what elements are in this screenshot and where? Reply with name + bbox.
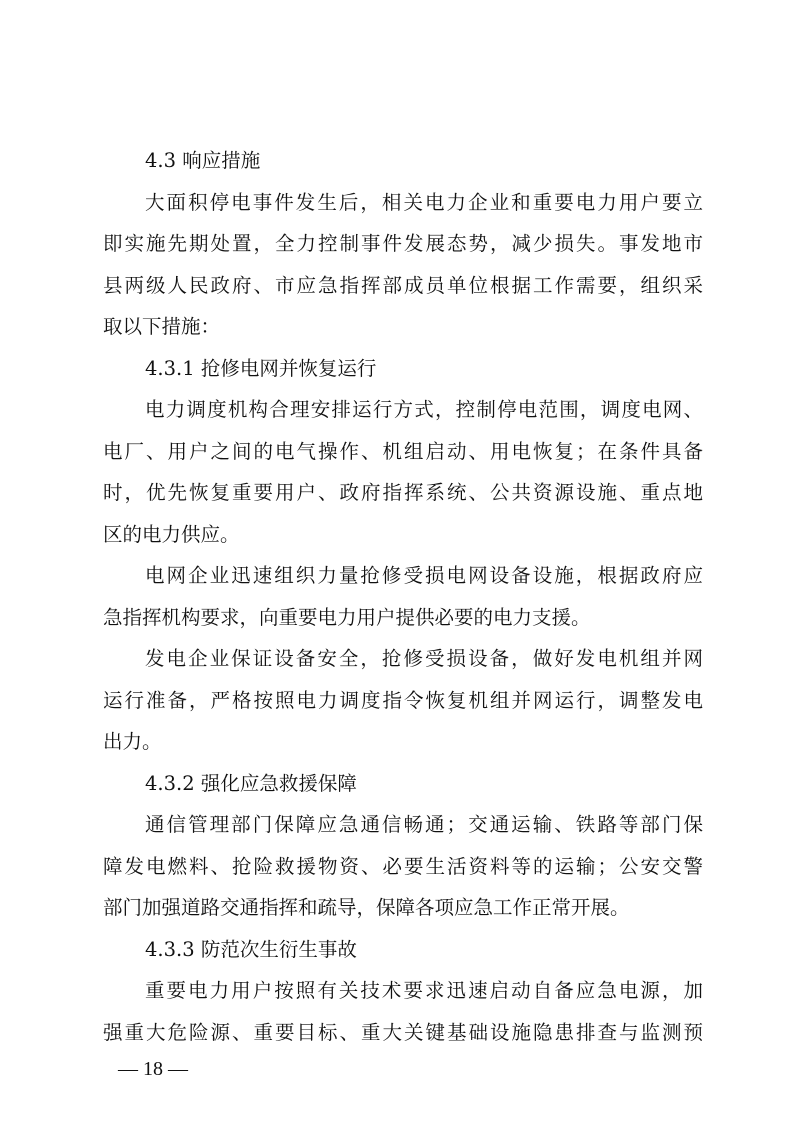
section-heading-4-3-3: 4.3.3 防范次生衍生事故 [145,938,357,961]
paragraph-line: 强重大危险源、重要目标、重大关键基础设施隐患排查与监测预 [103,1021,703,1044]
paragraph-line: 取以下措施： [103,315,221,338]
paragraph-line: 障发电燃料、抢险救援物资、必要生活资料等的运输；公安交警 [103,855,703,878]
paragraph-line: 大面积停电事件发生后，相关电力企业和重要电力用户要立 [145,191,703,214]
paragraph-line: 电网企业迅速组织力量抢修受损电网设备设施，根据政府应 [145,564,703,587]
paragraph-line: 通信管理部门保障应急通信畅通；交通运输、铁路等部门保 [145,813,703,836]
paragraph-line: 时，优先恢复重要用户、政府指挥系统、公共资源设施、重点地 [103,481,703,504]
paragraph-line: 电厂、用户之间的电气操作、机组启动、用电恢复；在条件具备 [103,440,703,463]
paragraph-line: 部门加强道路交通指挥和疏导，保障各项应急工作正常开展。 [103,896,630,919]
paragraph-line: 发电企业保证设备安全，抢修受损设备，做好发电机组并网 [145,647,703,670]
page-number: — 18 — [118,1058,188,1080]
paragraph-line: 运行准备，严格按照电力调度指令恢复机组并网运行，调整发电 [103,689,703,712]
paragraph-line: 出力。 [103,730,162,753]
paragraph-line: 即实施先期处置，全力控制事件发展态势，减少损失。事发地市 [103,232,703,255]
section-heading-4-3-2: 4.3.2 强化应急救援保障 [145,772,357,795]
paragraph-line: 重要电力用户按照有关技术要求迅速启动自备应急电源，加 [145,979,703,1002]
paragraph-line: 区的电力供应。 [103,523,240,546]
paragraph-line: 电力调度机构合理安排运行方式，控制停电范围，调度电网、 [145,398,703,421]
paragraph-line: 县两级人民政府、市应急指挥部成员单位根据工作需要，组织采 [103,274,703,297]
section-heading-4-3-1: 4.3.1 抢修电网并恢复运行 [145,357,377,380]
section-heading-4-3: 4.3 响应措施 [145,149,261,172]
paragraph-line: 急指挥机构要求，向重要电力用户提供必要的电力支援。 [103,606,591,629]
